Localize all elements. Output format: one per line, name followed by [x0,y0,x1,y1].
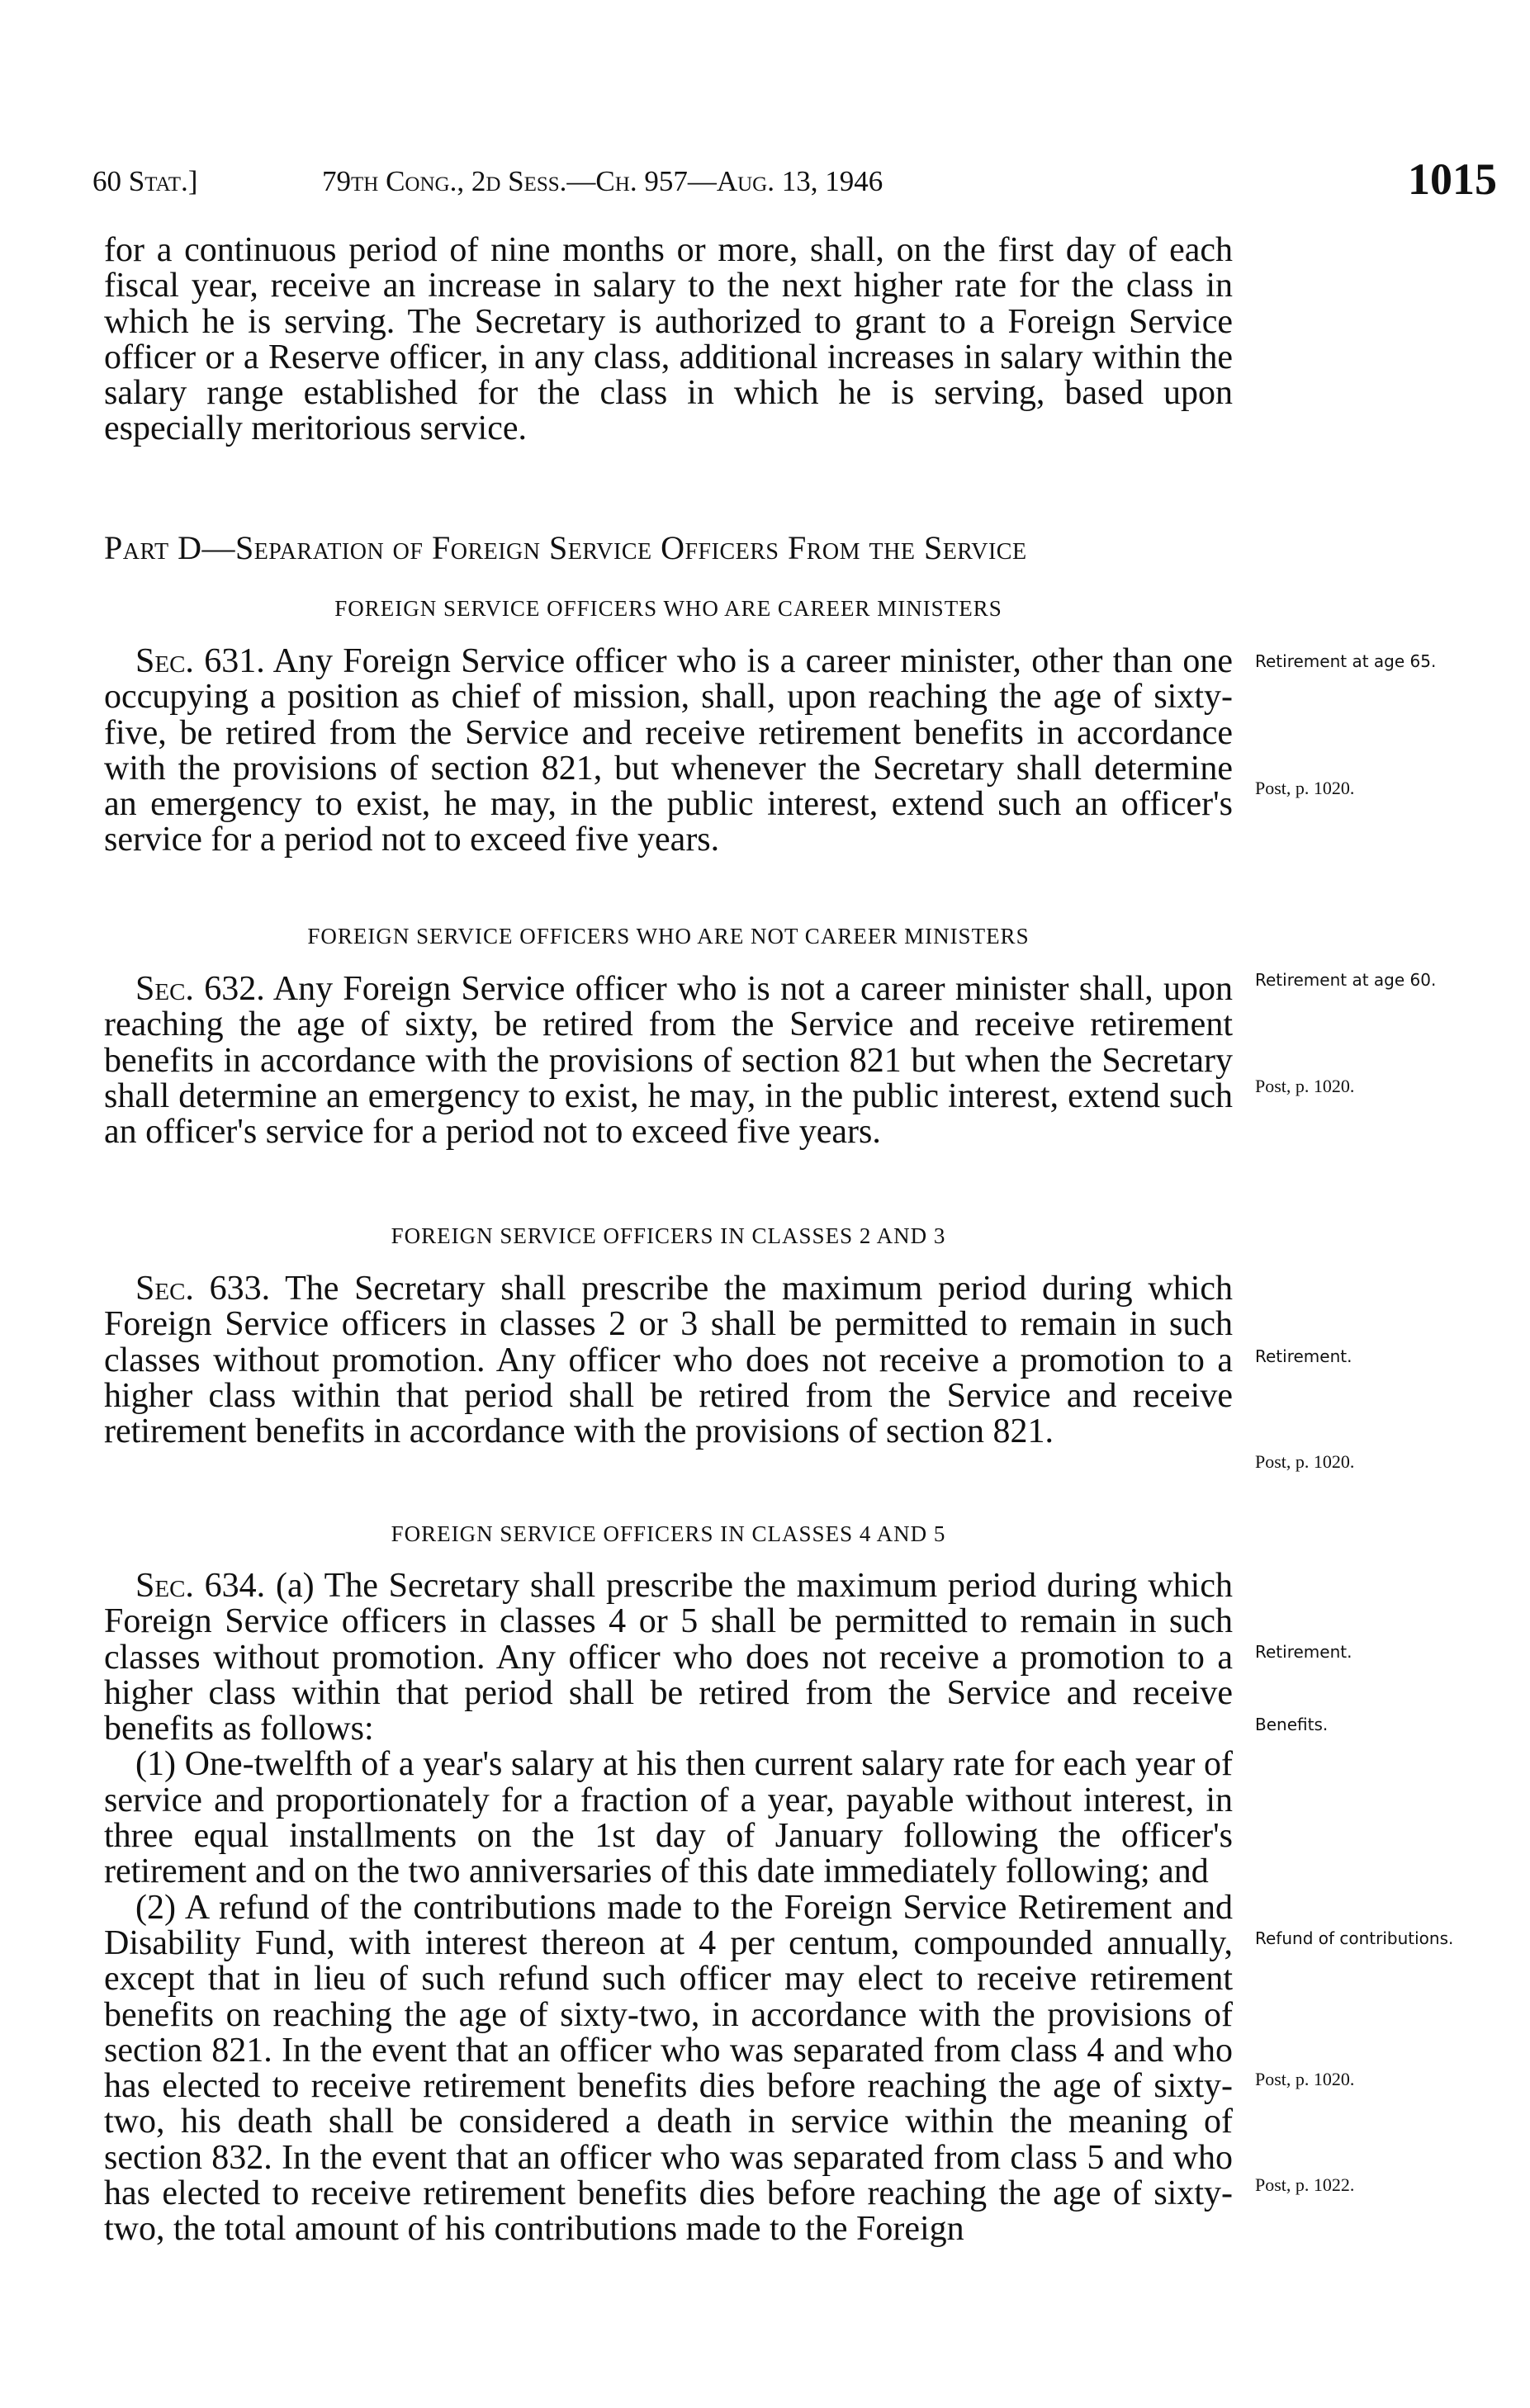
section-634-body [104,1568,1233,1747]
margin-note-post-ref: Post, p. 1020. [1255,1451,1355,1472]
margin-note-retirement: Retirement. [1255,1346,1352,1366]
section-634 [104,1568,1233,2248]
section-631-label: Sec. 631. [135,642,265,680]
section-633-text: The Secretary shall prescribe the maximum period during which Foreign Service officers in classes 2 or 3 shall be permitted to remain in such classes without promotion. Any officer who does not receive a promotion to a higher class within that period shall be retired from the Service and receive retirement benefits in accordance with the provisions of section 821. [104,1270,1233,1451]
congress-session-line: 79th Cong., 2d Sess.—Ch. 957—Aug. 13, 1946 [322,165,883,197]
section-634-clause-2: (2) A refund of the contributions made to the Foreign Service Retirement and Disability Fund, with interest thereon at 4 per centum, compounded annually, except that in lieu of such refund such officer may elect to receive retirement benefits on reaching the age of sixty-two, in accordance with the provisions of section 821. In the event that an officer who was separated from class 4 and who has elected to receive retirement benefits dies before reaching the age of sixty-two, his death shall be considered a death in service within the meaning of section 832. In the event that an officer who was separated from class 5 and who has elected to receive retirement benefits dies before reaching the age of sixty-two, the total amount of his contributions made to the Foreign [104,1888,1233,2249]
section-631-text: Any Foreign Service officer who is a career minister, other than one occupying a position as chief of mission, shall, upon reaching the age of sixty-five, be retired from the Service and receive retirement benefits in accordance with the provisions of section 821, but whenever the Secretary shall determine an emergency to exist, he may, in the public interest, extend such an officer's service for a period not to exceed five years. [104,642,1234,859]
section-631-heading: FOREIGN SERVICE OFFICERS WHO ARE CAREER MINISTERS [334,596,1002,621]
section-632 [104,972,1233,1150]
margin-note-post-ref: Post, p. 1020. [1255,2069,1355,2089]
margin-note-benefits: Benefits. [1255,1715,1329,1734]
section-632-text: Any Foreign Service officer who is not a career minister shall, upon reaching the age of sixty, be retired from the Service and receive retirement benefits in accordance with the provisions of section 821 but when the Secretary shall determine an emergency to exist, he may, in the public interest, extend such an officer's service for a period not to exceed five years. [104,970,1233,1152]
intro-block [104,233,1233,447]
section-633 [104,1271,1233,1450]
section-634-clause-1: (1) One-twelfth of a year's salary at his then current salary rate for each year of service and proportionately for a fraction of a year, payable without interest, in three equal installments on the 1st day of January following the officer's retirement and on the two anniversaries of this date immediately following; and [104,1745,1233,1891]
margin-note-retirement-65: Retirement at age 65. [1255,651,1437,671]
section-633-label: Sec. 633. [135,1270,271,1308]
intro-paragraph: for a continuous period of nine months or more, shall, on the first day of each fiscal year, receive an increase in salary to the next higher rate for the class in which he is serving. The Secretary is authorized to grant to a Foreign Service officer or a Reserve officer, in any class, additional increases in salary within the salary range established for the class in which he is serving, based upon especially meritorious service. [104,231,1233,448]
section-632-heading: FOREIGN SERVICE OFFICERS WHO ARE NOT CAREER MINISTERS [307,924,1030,949]
page-number: 1015 [1408,154,1497,204]
part-title: Part D—Separation of Foreign Service Officers From the Service [104,529,1027,566]
section-634-heading: FOREIGN SERVICE OFFICERS IN CLASSES 4 AND 5 [391,1521,946,1546]
section-634-text: (a) The Secretary shall prescribe the maximum period during which Foreign Service officers in classes 4 or 5 shall be permitted to remain in such classes without promotion. Any officer who does not receive a promotion to a higher class within that period shall be retired from the Service and receive benefits as follows: [104,1567,1233,1748]
margin-note-post-ref: Post, p. 1020. [1255,778,1355,798]
statute-volume: 60 Stat.] [92,165,198,197]
margin-note-post-ref: Post, p. 1020. [1255,1076,1355,1096]
margin-note-post-ref: Post, p. 1022. [1255,2174,1355,2195]
margin-note-retirement: Retirement. [1255,1642,1352,1662]
section-633-body [104,1271,1233,1450]
section-632-label: Sec. 632. [135,970,265,1008]
margin-note-refund-of-contributions: Refund of contributions. [1255,1928,1454,1948]
section-632-body [104,972,1233,1150]
section-631-body [104,644,1233,859]
margin-note-retirement-60: Retirement at age 60. [1255,970,1437,990]
section-633-heading: FOREIGN SERVICE OFFICERS IN CLASSES 2 AND 3 [391,1223,946,1248]
section-634-label: Sec. 634. [135,1567,266,1605]
section-631 [104,644,1233,859]
